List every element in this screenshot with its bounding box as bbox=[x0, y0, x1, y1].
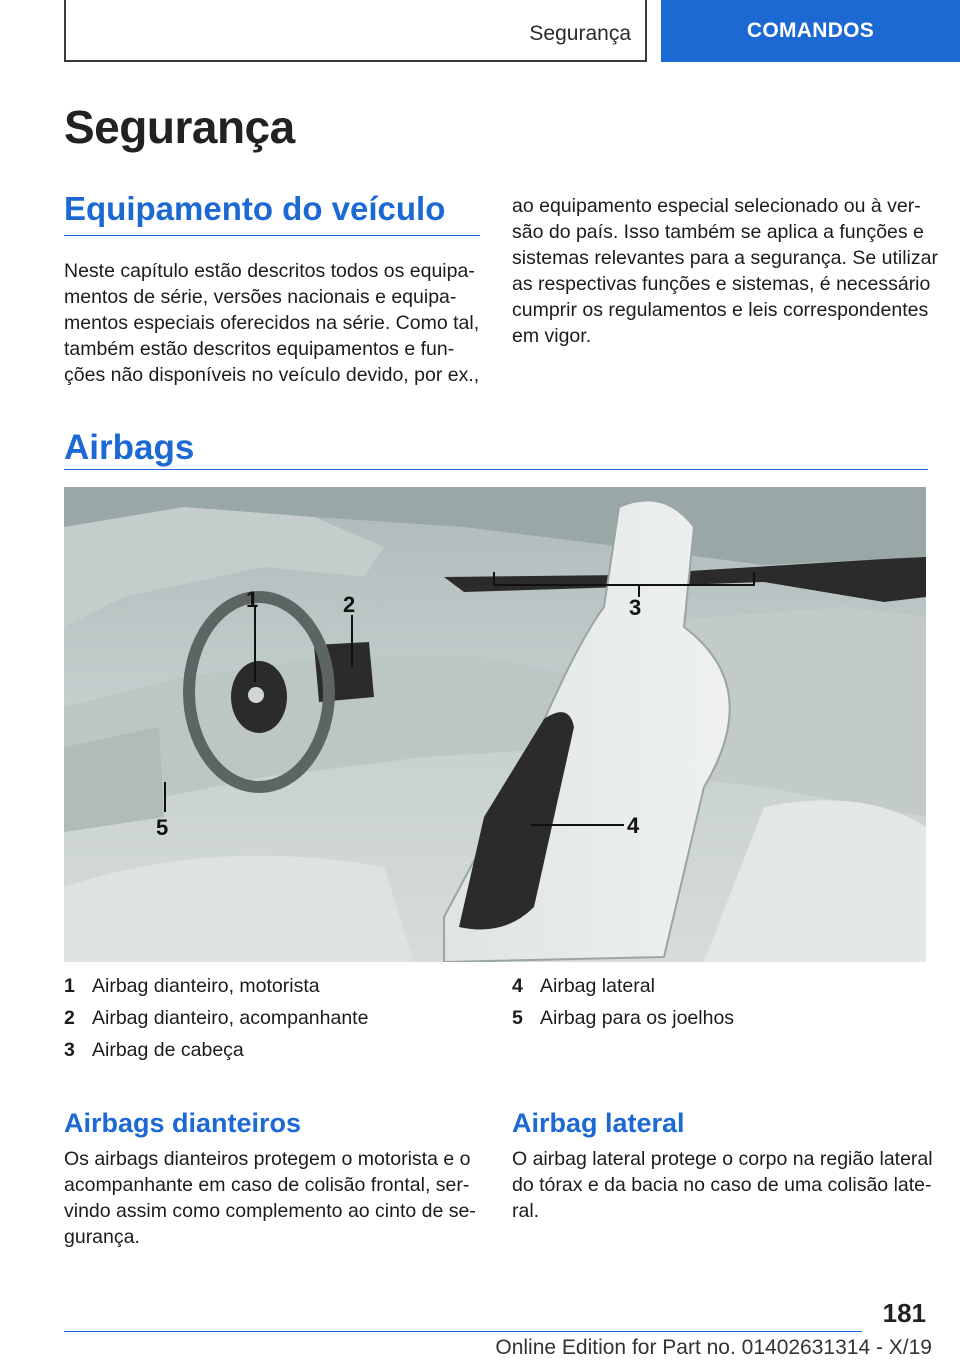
legend-number: 4 bbox=[512, 975, 523, 997]
footer-edition-text: Online Edition for Part no. 01402631314 - X/19 bbox=[495, 1336, 932, 1359]
legend-item bbox=[512, 970, 932, 1002]
legend-label: Airbag para os joelhos bbox=[540, 1007, 735, 1029]
text-line: do tórax e da bacia no caso de uma colisão late- bbox=[512, 1174, 932, 1196]
legend-number: 3 bbox=[64, 1039, 75, 1061]
legend-label: Airbag de cabeça bbox=[92, 1039, 244, 1061]
legend-label: Airbag lateral bbox=[540, 975, 655, 997]
footer-edition bbox=[0, 1336, 960, 1360]
text-line: em vigor. bbox=[512, 325, 592, 347]
text-line: vindo assim como complemento ao cinto de se- bbox=[64, 1200, 476, 1222]
callout-2: 2 bbox=[343, 592, 356, 617]
legend-item bbox=[512, 1002, 932, 1034]
text-line: mentos especiais oferecidos na série. Como tal, bbox=[64, 312, 480, 334]
text-line: sistemas relevantes para a segurança. Se utilizar bbox=[512, 247, 938, 269]
legend-number: 5 bbox=[512, 1007, 523, 1029]
text-line: mentos de série, versões nacionais e equipa- bbox=[64, 286, 457, 308]
text-line: gurança. bbox=[64, 1226, 140, 1248]
legend-label: Airbag dianteiro, acompanhante bbox=[92, 1007, 369, 1029]
page-title: Segurança bbox=[64, 101, 295, 153]
legend-right bbox=[512, 970, 932, 1034]
header-chapter-tab[interactable] bbox=[661, 0, 960, 62]
equipment-text-col2 bbox=[512, 193, 942, 349]
text-line: ao equipamento especial selecionado ou à ver- bbox=[512, 195, 921, 217]
text-line: Neste capítulo estão descritos todos os equipa- bbox=[64, 260, 475, 282]
text-line: ral. bbox=[512, 1200, 540, 1222]
side-airbag-heading: Airbag lateral bbox=[512, 1108, 685, 1138]
logo-badge bbox=[248, 687, 264, 703]
legend-number: 1 bbox=[64, 975, 75, 997]
text-line: são do país. Isso também se aplica a funções e bbox=[512, 221, 924, 243]
header-section-box bbox=[64, 0, 647, 62]
car-interior-illustration bbox=[64, 487, 926, 962]
header-chapter-label: COMANDOS bbox=[746, 19, 875, 42]
airbags-heading: Airbags bbox=[64, 428, 195, 467]
legend-left bbox=[64, 970, 484, 1066]
front-airbags-heading: Airbags dianteiros bbox=[64, 1108, 302, 1138]
text-line: ções não disponíveis no veículo devido, por ex., bbox=[64, 364, 480, 386]
text-line: as respectivas funções e sistemas, é necessário bbox=[512, 273, 931, 295]
text-line: Os airbags dianteiros protegem o motorista e o bbox=[64, 1148, 471, 1170]
text-line: cumprir os regulamentos e leis correspondentes bbox=[512, 299, 929, 321]
legend-item bbox=[64, 970, 484, 1002]
equipment-heading: Equipamento do veículo bbox=[64, 190, 446, 227]
legend-item bbox=[64, 1034, 484, 1066]
callout-1: 1 bbox=[246, 587, 259, 612]
text-line: acompanhante em caso de colisão frontal, ser- bbox=[64, 1174, 470, 1196]
text-line: também estão descritos equipamentos e fun- bbox=[64, 338, 455, 360]
equipment-rule bbox=[64, 235, 480, 236]
header-section-label: Segurança bbox=[529, 22, 631, 45]
legend-item bbox=[64, 1002, 484, 1034]
front-airbags-text bbox=[64, 1146, 484, 1250]
callout-4: 4 bbox=[627, 813, 640, 838]
callout-3: 3 bbox=[629, 595, 642, 620]
side-airbag-text bbox=[512, 1146, 942, 1224]
airbags-rule bbox=[64, 469, 928, 470]
footer-rule bbox=[64, 1331, 862, 1332]
legend-number: 2 bbox=[64, 1007, 75, 1029]
legend-label: Airbag dianteiro, motorista bbox=[92, 975, 320, 997]
text-line: O airbag lateral protege o corpo na região lateral bbox=[512, 1148, 933, 1170]
callout-5: 5 bbox=[156, 815, 169, 840]
page-number: 181 bbox=[882, 1298, 926, 1328]
equipment-text-col1 bbox=[64, 258, 484, 388]
airbag-locations-drawing bbox=[64, 487, 926, 962]
